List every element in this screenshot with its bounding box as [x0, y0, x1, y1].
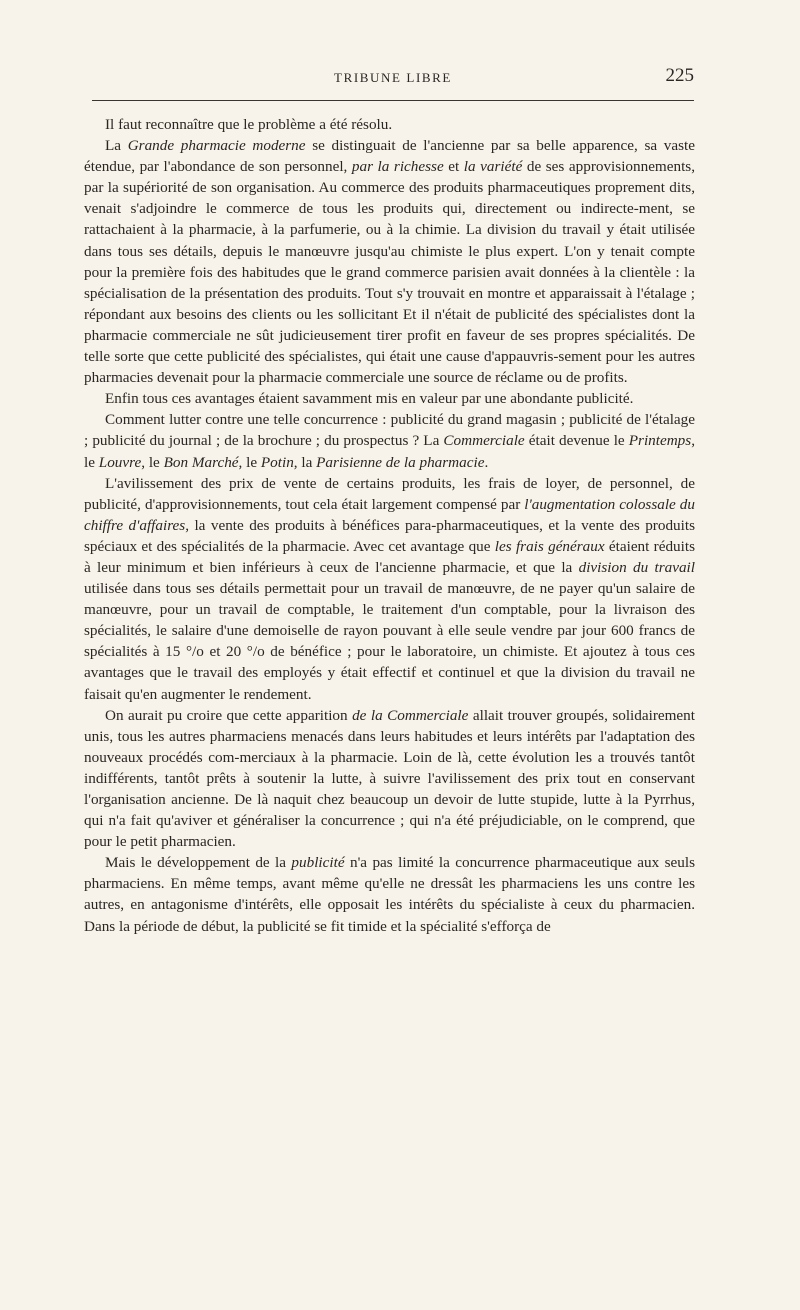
text-run: , le: [141, 453, 164, 471]
text-run: n'a pas limité la concurrence pharmaceutique aux seuls pharmaciens. En même temps, avant même qu'elle ne dressât les pharmaciens les uns contre les autres, en antagonisme d'intérêts, elle opposait les intérêts du spécialiste à ceux du pharmacien. Dans la période de début, la publicité se fit timide et la spécialité s'efforça de: [84, 854, 695, 935]
italic-run: publicité: [291, 854, 345, 872]
italic-run: division du travail: [578, 558, 695, 576]
text-run: utilisée dans tous ses détails permettait pour un travail de manœuvre, de ne payer qu'un salaire de manœuvre, pour un travail de comptable, le traitement d'un comptable, pour la livraison des spécialités, le salaire d'une demoiselle de rayon pouvant à elle seule vendre par jour 600 francs de spécialités à 15 °/o et 20 °/o de bénéfice ; pour le laboratoire, un chimiste. Et ajoutez à tous ces avantages que le travail des employés y était effectif et continuel et que la division du travail ne faisait qu'en augmenter le rendement.: [84, 580, 695, 703]
page-number: 225: [665, 65, 694, 86]
paragraph: [84, 705, 695, 853]
italic-run: Louvre: [98, 453, 142, 471]
paragraph: [84, 388, 695, 409]
italic-run: l'augmentation colossale du chiffre d'affaires: [84, 495, 695, 534]
text-run: , le: [238, 453, 261, 471]
italic-run: Potin: [260, 453, 294, 471]
italic-run: Commerciale: [443, 432, 525, 450]
text-run: étaient réduits à leur minimum et bien inférieurs à ceux de l'ancienne pharmacie, et que la: [84, 537, 695, 576]
italic-run: Parisienne de la pharmacie: [316, 453, 485, 471]
text-run: Il faut reconnaître que le problème a été résolu.: [105, 116, 393, 133]
text-run: allait trouver groupés, solidairement unis, tous les autres pharmaciens menacés dans leurs habitudes et leurs intérêts par l'adaptation des nouveaux procédés com-merciaux à la pharmacie. Loin de là, cette évolution les a trouvés tantôt indifférents, tantôt prêts à soutenir la lutte, à suivre l'avilissement des prix tout en conservant l'organisation ancienne. De là naquit chez beaucoup un devoir de lutte stupide, lutte à la Pyrrhus, qui n'a fait qu'aviver et généraliser la concurrence ; qui n'a été préjudiciable, on le comprend, que pour le petit pharmacien.: [84, 706, 695, 851]
italic-run: de la Commerciale: [352, 706, 469, 724]
text-run: était devenue le: [524, 432, 629, 450]
running-head: [92, 64, 694, 94]
text-run: et: [443, 158, 464, 176]
text-run: .: [484, 453, 489, 471]
italic-run: Bon Marché: [163, 453, 239, 471]
text-run: La: [105, 137, 128, 155]
italic-run: Grande pharmacie moderne: [127, 137, 306, 155]
text-run: , le: [84, 432, 695, 471]
text-run: se distinguait de l'ancienne par sa belle apparence, sa vaste étendue, par l'abondance de son personnel,: [84, 137, 695, 176]
text-run: L'avilissement des prix de vente de certains produits, les frais de loyer, de personnel, de publicité, d'approvisionnements, tout cela était largement compensé par: [84, 474, 695, 513]
text-run: Comment lutter contre une telle concurrence : publicité du grand magasin ; publicité de l'étalage ; publicité du journal ; de la brochure ; du prospectus ? La: [84, 411, 695, 450]
paragraph: [84, 409, 695, 472]
running-title: TRIBUNE LIBRE: [334, 70, 452, 85]
text-run: , la vente des produits à bénéfices para-pharmaceutiques, et la vente des produits spéciaux et des spécialités de la pharmacie. Avec cet avantage que: [84, 516, 695, 555]
text-run: On aurait pu croire que cette apparition: [105, 706, 353, 724]
italic-run: Printemps: [628, 432, 692, 450]
italic-run: la variété: [463, 158, 523, 176]
text-run: de ses approvisionnements, par la supériorité de son organisation. Au commerce des produits pharmaceutiques proprement dits, venait s'adjoindre le commerce de tous les produits qui, directement ou indirecte-ment, se rattachaient à la pharmacie, à la parfumerie, ou à la chimie. La division du travail y était utilisée dans tous ses détails, depuis le manœuvre jusqu'au chimiste le plus expert. L'on y tenait compte pour la première fois des habitudes que le grand commerce parisien avait données à la clientèle : la spécialisation de la présentation des produits. Tout s'y trouvait en montre et apparaissait à l'étalage ; répondant aux besoins des clients ou les sollicitant Et il n'était de publicité des spécialistes dont la pharmacie commerciale ne sût judicieusement tirer profit en faveur de ses propres spécialités. De telle sorte que cette publicité des spécialistes, qui était une cause d'appauvris-sement pour les autres pharmacies devenait pour la pharmacie commerciale une source de réclame ou de profits.: [84, 158, 696, 387]
header-rule: [92, 100, 694, 101]
paragraph: [84, 852, 695, 936]
body-text: [84, 114, 695, 937]
text-run: Mais le développement de la: [105, 854, 292, 872]
paragraph: [84, 114, 695, 135]
paragraph: [84, 135, 695, 388]
text-run: Enfin tous ces avantages étaient savamment mis en valeur par une abondante publicité.: [105, 390, 634, 408]
italic-run: les frais généraux: [494, 537, 605, 555]
paragraph: [84, 473, 695, 705]
text-run: , la: [293, 453, 317, 471]
italic-run: par la richesse: [351, 158, 444, 176]
